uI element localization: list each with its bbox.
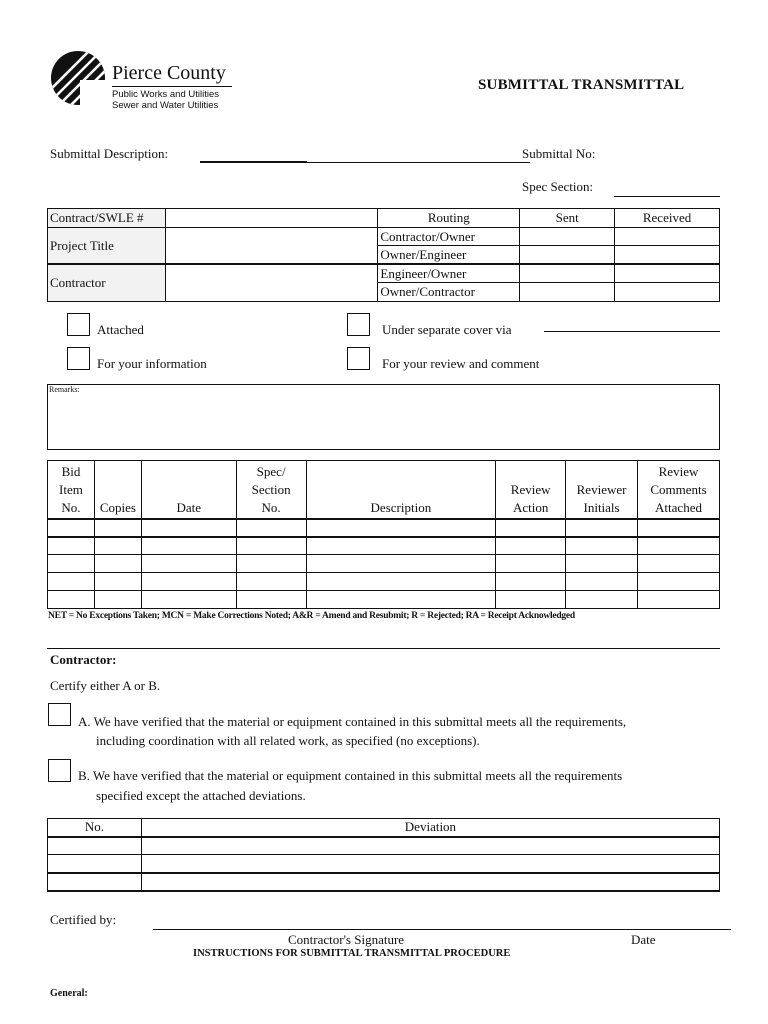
route-owner-contractor: Owner/Contractor [378,283,520,302]
section-divider [47,648,720,649]
review-comment-label: For your review and comment [382,356,540,371]
certify-instruction: Certify either A or B. [50,678,161,693]
option-b-checkbox[interactable] [48,759,71,782]
reviewer-initials-header: Reviewer Initials [566,461,638,519]
date-header: Date [141,461,236,519]
received-cell[interactable] [615,246,720,265]
received-cell[interactable] [615,283,720,302]
option-a-text-line1: A. We have verified that the material or equipment contained in this submittal meets all the requirements, [78,714,627,729]
submittal-no-label: Submittal No: [522,146,596,161]
contract-routing-table [47,208,720,302]
routing-header: Routing [378,209,520,228]
contractor-field[interactable] [165,264,377,301]
deviation-table [47,818,720,892]
contractor-heading: Contractor: [50,652,117,667]
received-header: Received [615,209,720,228]
sent-cell[interactable] [520,246,615,265]
org-subtitle-2: Sewer and Water Utilities [112,100,219,111]
submittal-description-label: Submittal Description: [50,146,169,161]
route-contractor-owner: Contractor/Owner [378,227,520,246]
table-row[interactable] [48,537,720,555]
submittal-description-underline [200,161,307,163]
signature-label: Contractor's Signature [288,932,405,947]
table-row[interactable] [48,555,720,573]
spec-section-field[interactable] [614,196,720,197]
deviation-header: Deviation [141,819,719,837]
document-title: SUBMITTAL TRANSMITTAL [478,77,685,93]
table-row[interactable] [48,837,720,855]
table-row[interactable] [48,855,720,873]
copies-header: Copies [94,461,141,519]
route-engineer-owner: Engineer/Owner [378,264,520,283]
signature-date-label: Date [631,932,656,947]
contract-label: Contract/SWLE # [48,209,166,228]
org-name: Pierce County [112,62,226,84]
table-row[interactable] [48,873,720,891]
route-owner-engineer: Owner/Engineer [378,246,520,265]
received-cell[interactable] [615,227,720,246]
org-subtitle-1: Public Works and Utilities [112,89,220,100]
table-row[interactable] [48,591,720,609]
general-heading: General: [50,988,88,999]
org-rule [112,86,232,87]
certified-by-label: Certified by: [50,912,117,927]
project-title-label: Project Title [48,227,166,264]
review-comments-header: Review Comments Attached [638,461,720,519]
sent-cell[interactable] [520,264,615,283]
submittal-items-table [47,460,720,609]
sent-header: Sent [520,209,615,228]
pierce-county-logo-icon [50,50,106,106]
instructions-title: INSTRUCTIONS FOR SUBMITTAL TRANSMITTAL PROCEDURE [193,948,511,959]
option-b-text-line1: B. We have verified that the material or equipment contained in this submittal meets all the requirements [78,768,623,783]
remarks-box[interactable] [47,384,720,450]
description-header: Description [306,461,496,519]
deviation-no-header: No. [48,819,142,837]
option-a-checkbox[interactable] [48,703,71,726]
attached-checkbox[interactable] [67,313,90,336]
contract-field[interactable] [165,209,377,228]
for-info-checkbox[interactable] [67,347,90,370]
review-action-header: Review Action [496,461,566,519]
separate-cover-label: Under separate cover via [382,322,512,337]
table-row[interactable] [48,573,720,591]
spec-section-label: Spec Section: [522,179,594,194]
sent-cell[interactable] [520,283,615,302]
table-row[interactable] [48,519,720,537]
received-cell[interactable] [615,264,720,283]
for-info-label: For your information [97,356,207,371]
review-comment-checkbox[interactable] [347,347,370,370]
separate-cover-field[interactable] [544,331,720,332]
contractor-label: Contractor [48,264,166,301]
review-codes-legend: NET = No Exceptions Taken; MCN = Make Corrections Noted; A&R = Amend and Resubmit; R = Rejected; RA = Receipt Acknowledged [48,611,575,621]
bid-item-header: Bid Item No. [48,461,95,519]
option-a-text-line2: including coordination with all related work, as specified (no exceptions). [96,733,480,748]
signature-field[interactable] [153,929,731,930]
remarks-label: Remarks: [49,385,80,394]
separate-cover-checkbox[interactable] [347,313,370,336]
spec-section-header: Spec/ Section No. [236,461,306,519]
sent-cell[interactable] [520,227,615,246]
option-b-text-line2: specified except the attached deviations. [96,788,306,803]
attached-label: Attached [97,322,144,337]
project-title-field[interactable] [165,227,377,264]
